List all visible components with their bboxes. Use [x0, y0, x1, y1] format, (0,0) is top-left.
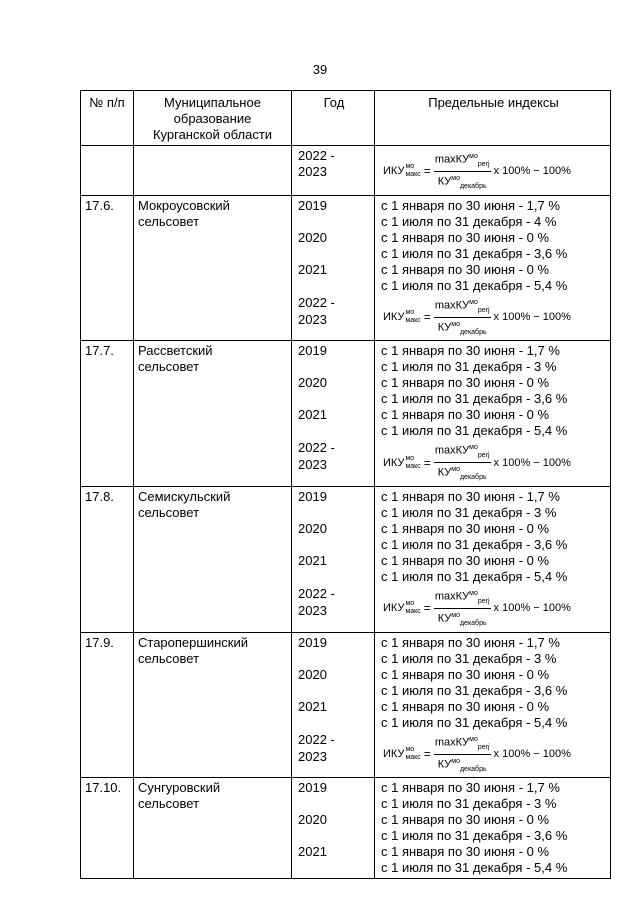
formula-num-text: maxКУ [434, 153, 470, 166]
municipality-name-line: Сунгуровский [138, 780, 221, 796]
formula-lhs-sub: макс [405, 317, 421, 325]
row-num: 17.9. [85, 634, 114, 650]
index-formula [381, 150, 606, 193]
formula-den-sup: мо [451, 466, 460, 474]
indexes-table [80, 90, 611, 879]
formula-num-sub: perj [477, 452, 490, 460]
municipality-name-line: Рассветский [138, 343, 213, 359]
index-line: с 1 июля по 31 декабря - 3 % [381, 359, 557, 375]
formula-den-sub: декабрь [459, 182, 487, 190]
formula-rest: x 100% − 100% [493, 311, 571, 324]
formula-den-sup: мо [451, 174, 460, 182]
formula-num-sup: мо [469, 298, 478, 306]
formula-lhs-sup: мо [405, 309, 415, 317]
formula-rest: x 100% − 100% [493, 602, 571, 615]
table-row [81, 195, 610, 341]
municipality-name-line: сельсовет [138, 505, 200, 521]
formula-numerator [434, 587, 491, 609]
index-line: с 1 января по 30 июня - 0 % [381, 844, 550, 860]
year-label: 2020 [298, 521, 327, 537]
row-num: 17.7. [85, 343, 114, 359]
index-line: с 1 января по 30 июня - 0 % [381, 375, 550, 391]
row-years [291, 196, 374, 341]
formula-num-sub: perj [477, 306, 490, 314]
formula-lhs-indices [405, 746, 420, 762]
row-municipality [133, 633, 291, 778]
formula-lhs [383, 600, 421, 616]
header-num: № п/п [89, 95, 125, 110]
year-spacer [298, 683, 370, 699]
formula-lhs-sup: мо [405, 600, 415, 608]
formula-num-sub: perj [477, 597, 490, 605]
formula-lhs-indices [405, 309, 420, 325]
table-row-continuation [81, 145, 610, 195]
formula-lhs-text: ИКУ [383, 748, 405, 761]
index-line: с 1 января по 30 июня - 1,7 % [381, 343, 560, 359]
year-label: 2021 [298, 844, 327, 860]
row-indexes [374, 341, 610, 486]
row-years [291, 633, 374, 778]
index-line: с 1 июля по 31 декабря - 5,4 % [381, 714, 568, 730]
formula-numerator [434, 296, 491, 318]
municipality-name-line: Семискульский [138, 489, 231, 505]
formula-lhs-indices [405, 600, 420, 616]
year-spacer [298, 796, 370, 812]
formula-lhs-sup: мо [405, 163, 415, 171]
header-municipality-line: образование [173, 111, 252, 126]
municipality-name-line: сельсовет [138, 213, 200, 229]
row-years [291, 146, 374, 195]
table-row [81, 777, 610, 878]
index-line: с 1 января по 30 июня - 0 % [381, 229, 550, 245]
index-formula [381, 733, 606, 776]
year-spacer [298, 278, 370, 294]
year-label: 2023 [298, 603, 327, 619]
index-line: с 1 января по 30 июня - 0 % [381, 666, 550, 682]
municipality-name-line: Старопершинский [138, 634, 248, 650]
year-label: 2019 [298, 343, 327, 359]
municipality-name-line: Мокроусовский [138, 197, 230, 213]
formula-lhs [383, 309, 421, 325]
year-spacer [298, 860, 370, 876]
formula-lhs-indices [405, 163, 420, 179]
index-line: с 1 июля по 31 декабря - 5,4 % [381, 569, 568, 585]
formula-den-sub: декабрь [459, 328, 487, 336]
index-line: с 1 июля по 31 декабря - 3 % [381, 650, 557, 666]
formula-lhs-sub: макс [405, 462, 421, 470]
index-line: с 1 января по 30 июня - 0 % [381, 521, 550, 537]
year-spacer [298, 423, 370, 439]
row-num: 17.6. [85, 197, 114, 213]
formula-num-text: maxКУ [434, 590, 470, 603]
header-municipality [133, 91, 291, 145]
year-label: 2019 [298, 780, 327, 796]
row-indexes [374, 196, 610, 341]
year-label: 2022 - [298, 586, 335, 602]
index-line: с 1 января по 30 июня - 0 % [381, 812, 550, 828]
index-line: с 1 января по 30 июня - 1,7 % [381, 780, 560, 796]
row-indexes [374, 487, 610, 632]
table-header [81, 91, 610, 145]
index-line: с 1 января по 30 июня - 1,7 % [381, 489, 560, 505]
row-municipality [133, 196, 291, 341]
year-spacer [298, 505, 370, 521]
formula-fraction [434, 150, 491, 193]
index-line: с 1 января по 30 июня - 1,7 % [381, 634, 560, 650]
header-year: Год [291, 91, 374, 145]
index-line: с 1 января по 30 июня - 0 % [381, 553, 550, 569]
formula-lhs-indices [405, 455, 420, 471]
year-label: 2023 [298, 748, 327, 764]
municipality-name-line: сельсовет [138, 359, 200, 375]
formula-fraction [434, 587, 491, 630]
year-spacer [298, 246, 370, 262]
header-indexes: Предельные индексы [374, 91, 610, 145]
formula-num-sub: perj [477, 743, 490, 751]
index-line: с 1 июля по 31 декабря - 3,6 % [381, 537, 568, 553]
index-line: с 1 января по 30 июня - 0 % [381, 407, 550, 423]
year-label: 2020 [298, 666, 327, 682]
index-line: с 1 июля по 31 декабря - 4 % [381, 213, 557, 229]
row-indexes [374, 633, 610, 778]
year-label: 2022 - [298, 148, 335, 163]
year-spacer [298, 828, 370, 844]
index-formula [381, 441, 606, 484]
year-label: 2021 [298, 407, 327, 423]
formula-fraction [434, 296, 491, 339]
year-label: 2020 [298, 229, 327, 245]
table-row [81, 486, 610, 632]
year-label: 2022 - [298, 294, 335, 310]
formula-den-sup: мо [451, 757, 460, 765]
formula-denominator [438, 755, 487, 776]
year-label: 2019 [298, 197, 327, 213]
formula-lhs [383, 163, 421, 179]
formula-num-text: maxКУ [434, 736, 470, 749]
year-label: 2021 [298, 261, 327, 277]
formula-den-sub: декабрь [459, 619, 487, 627]
formula-fraction [434, 733, 491, 776]
row-indexes [374, 778, 610, 878]
formula-num-sup: мо [469, 590, 478, 598]
formula-den-sub: декабрь [459, 765, 487, 773]
formula-denominator [438, 463, 487, 484]
index-line: с 1 июля по 31 декабря - 5,4 % [381, 423, 568, 439]
index-line: с 1 июля по 31 декабря - 3,6 % [381, 682, 568, 698]
formula-equals: = [423, 164, 431, 179]
formula-lhs-text: ИКУ [383, 456, 405, 469]
year-label: 2021 [298, 553, 327, 569]
index-line: с 1 июля по 31 декабря - 3 % [381, 505, 557, 521]
formula-equals: = [423, 455, 431, 470]
formula-den-text: КУ [437, 612, 452, 625]
formula-equals: = [423, 747, 431, 762]
year-spacer [298, 214, 370, 230]
formula-lhs [383, 455, 421, 471]
year-label: 2020 [298, 812, 327, 828]
index-line: с 1 января по 30 июня - 0 % [381, 698, 550, 714]
formula-num-sup: мо [469, 735, 478, 743]
index-formula [381, 296, 606, 339]
year-label: 2023 [298, 164, 327, 179]
formula-rest: x 100% − 100% [493, 165, 571, 178]
index-line: с 1 июля по 31 декабря - 3,6 % [381, 828, 568, 844]
year-spacer [298, 715, 370, 731]
municipality-name-line: сельсовет [138, 650, 200, 666]
formula-lhs-text: ИКУ [383, 602, 405, 615]
formula-den-sup: мо [451, 320, 460, 328]
formula-den-sup: мо [451, 611, 460, 619]
row-num: 17.8. [85, 489, 114, 505]
index-line: с 1 июля по 31 декабря - 5,4 % [381, 860, 568, 876]
row-years [291, 487, 374, 632]
row-municipality [133, 778, 291, 878]
table-row [81, 340, 610, 486]
year-spacer [298, 651, 370, 667]
formula-den-text: КУ [437, 321, 452, 334]
header-municipality-line: Курганской области [152, 127, 273, 142]
formula-den-sub: декабрь [459, 474, 487, 482]
formula-num-sup: мо [469, 153, 478, 160]
formula-lhs-sup: мо [405, 746, 415, 754]
header-municipality-line: Муниципальное [164, 95, 261, 110]
formula-num-text: maxКУ [434, 299, 470, 312]
formula-rest: x 100% − 100% [493, 456, 571, 469]
formula-den-text: КУ [437, 466, 452, 479]
index-line: с 1 июля по 31 декабря - 3,6 % [381, 391, 568, 407]
year-label: 2022 - [298, 440, 335, 456]
year-label: 2021 [298, 698, 327, 714]
formula-denominator [438, 609, 487, 630]
formula-den-text: КУ [437, 758, 452, 771]
row-municipality [133, 341, 291, 486]
formula-num-sub: perj [477, 160, 490, 168]
year-spacer [298, 569, 370, 585]
year-label: 2019 [298, 489, 327, 505]
row-num: 17.10. [85, 780, 122, 796]
year-label: 2023 [298, 311, 327, 327]
index-line: с 1 июля по 31 декабря - 3,6 % [381, 245, 568, 261]
index-line: с 1 января по 30 июня - 1,7 % [381, 197, 560, 213]
row-years [291, 778, 374, 878]
formula-lhs-sub: макс [405, 608, 421, 616]
year-label: 2023 [298, 457, 327, 473]
row-years [291, 341, 374, 486]
index-line: с 1 января по 30 июня - 0 % [381, 261, 550, 277]
table-body [81, 195, 610, 879]
formula-denominator [438, 318, 487, 339]
formula-num-sup: мо [469, 444, 478, 452]
row-municipality [133, 487, 291, 632]
formula-equals: = [423, 310, 431, 325]
year-label: 2020 [298, 375, 327, 391]
year-spacer [298, 359, 370, 375]
row-indexes [374, 146, 610, 195]
year-label: 2019 [298, 634, 327, 650]
row-num [81, 146, 133, 195]
formula-lhs-text: ИКУ [383, 311, 405, 324]
index-formula [381, 587, 606, 630]
formula-fraction [434, 441, 491, 484]
formula-rest: x 100% − 100% [493, 748, 571, 761]
formula-denominator [438, 172, 487, 193]
formula-lhs-text: ИКУ [383, 165, 405, 178]
formula-lhs-sub: макс [405, 171, 421, 179]
formula-lhs-sub: макс [405, 754, 421, 762]
municipality-name-line: сельсовет [138, 796, 200, 812]
formula-den-text: КУ [437, 175, 452, 188]
formula-lhs [383, 746, 421, 762]
index-line: с 1 июля по 31 декабря - 5,4 % [381, 277, 568, 293]
index-line: с 1 июля по 31 декабря - 3 % [381, 796, 557, 812]
page-number: 39 [312, 62, 328, 77]
row-municipality [133, 146, 291, 195]
formula-num-text: maxКУ [434, 445, 470, 458]
formula-numerator [434, 733, 491, 755]
formula-equals: = [423, 601, 431, 616]
formula-numerator [434, 150, 491, 172]
year-spacer [298, 537, 370, 553]
table-row [81, 632, 610, 778]
formula-lhs-sup: мо [405, 454, 415, 462]
year-label: 2022 - [298, 731, 335, 747]
year-spacer [298, 391, 370, 407]
formula-numerator [434, 441, 491, 463]
